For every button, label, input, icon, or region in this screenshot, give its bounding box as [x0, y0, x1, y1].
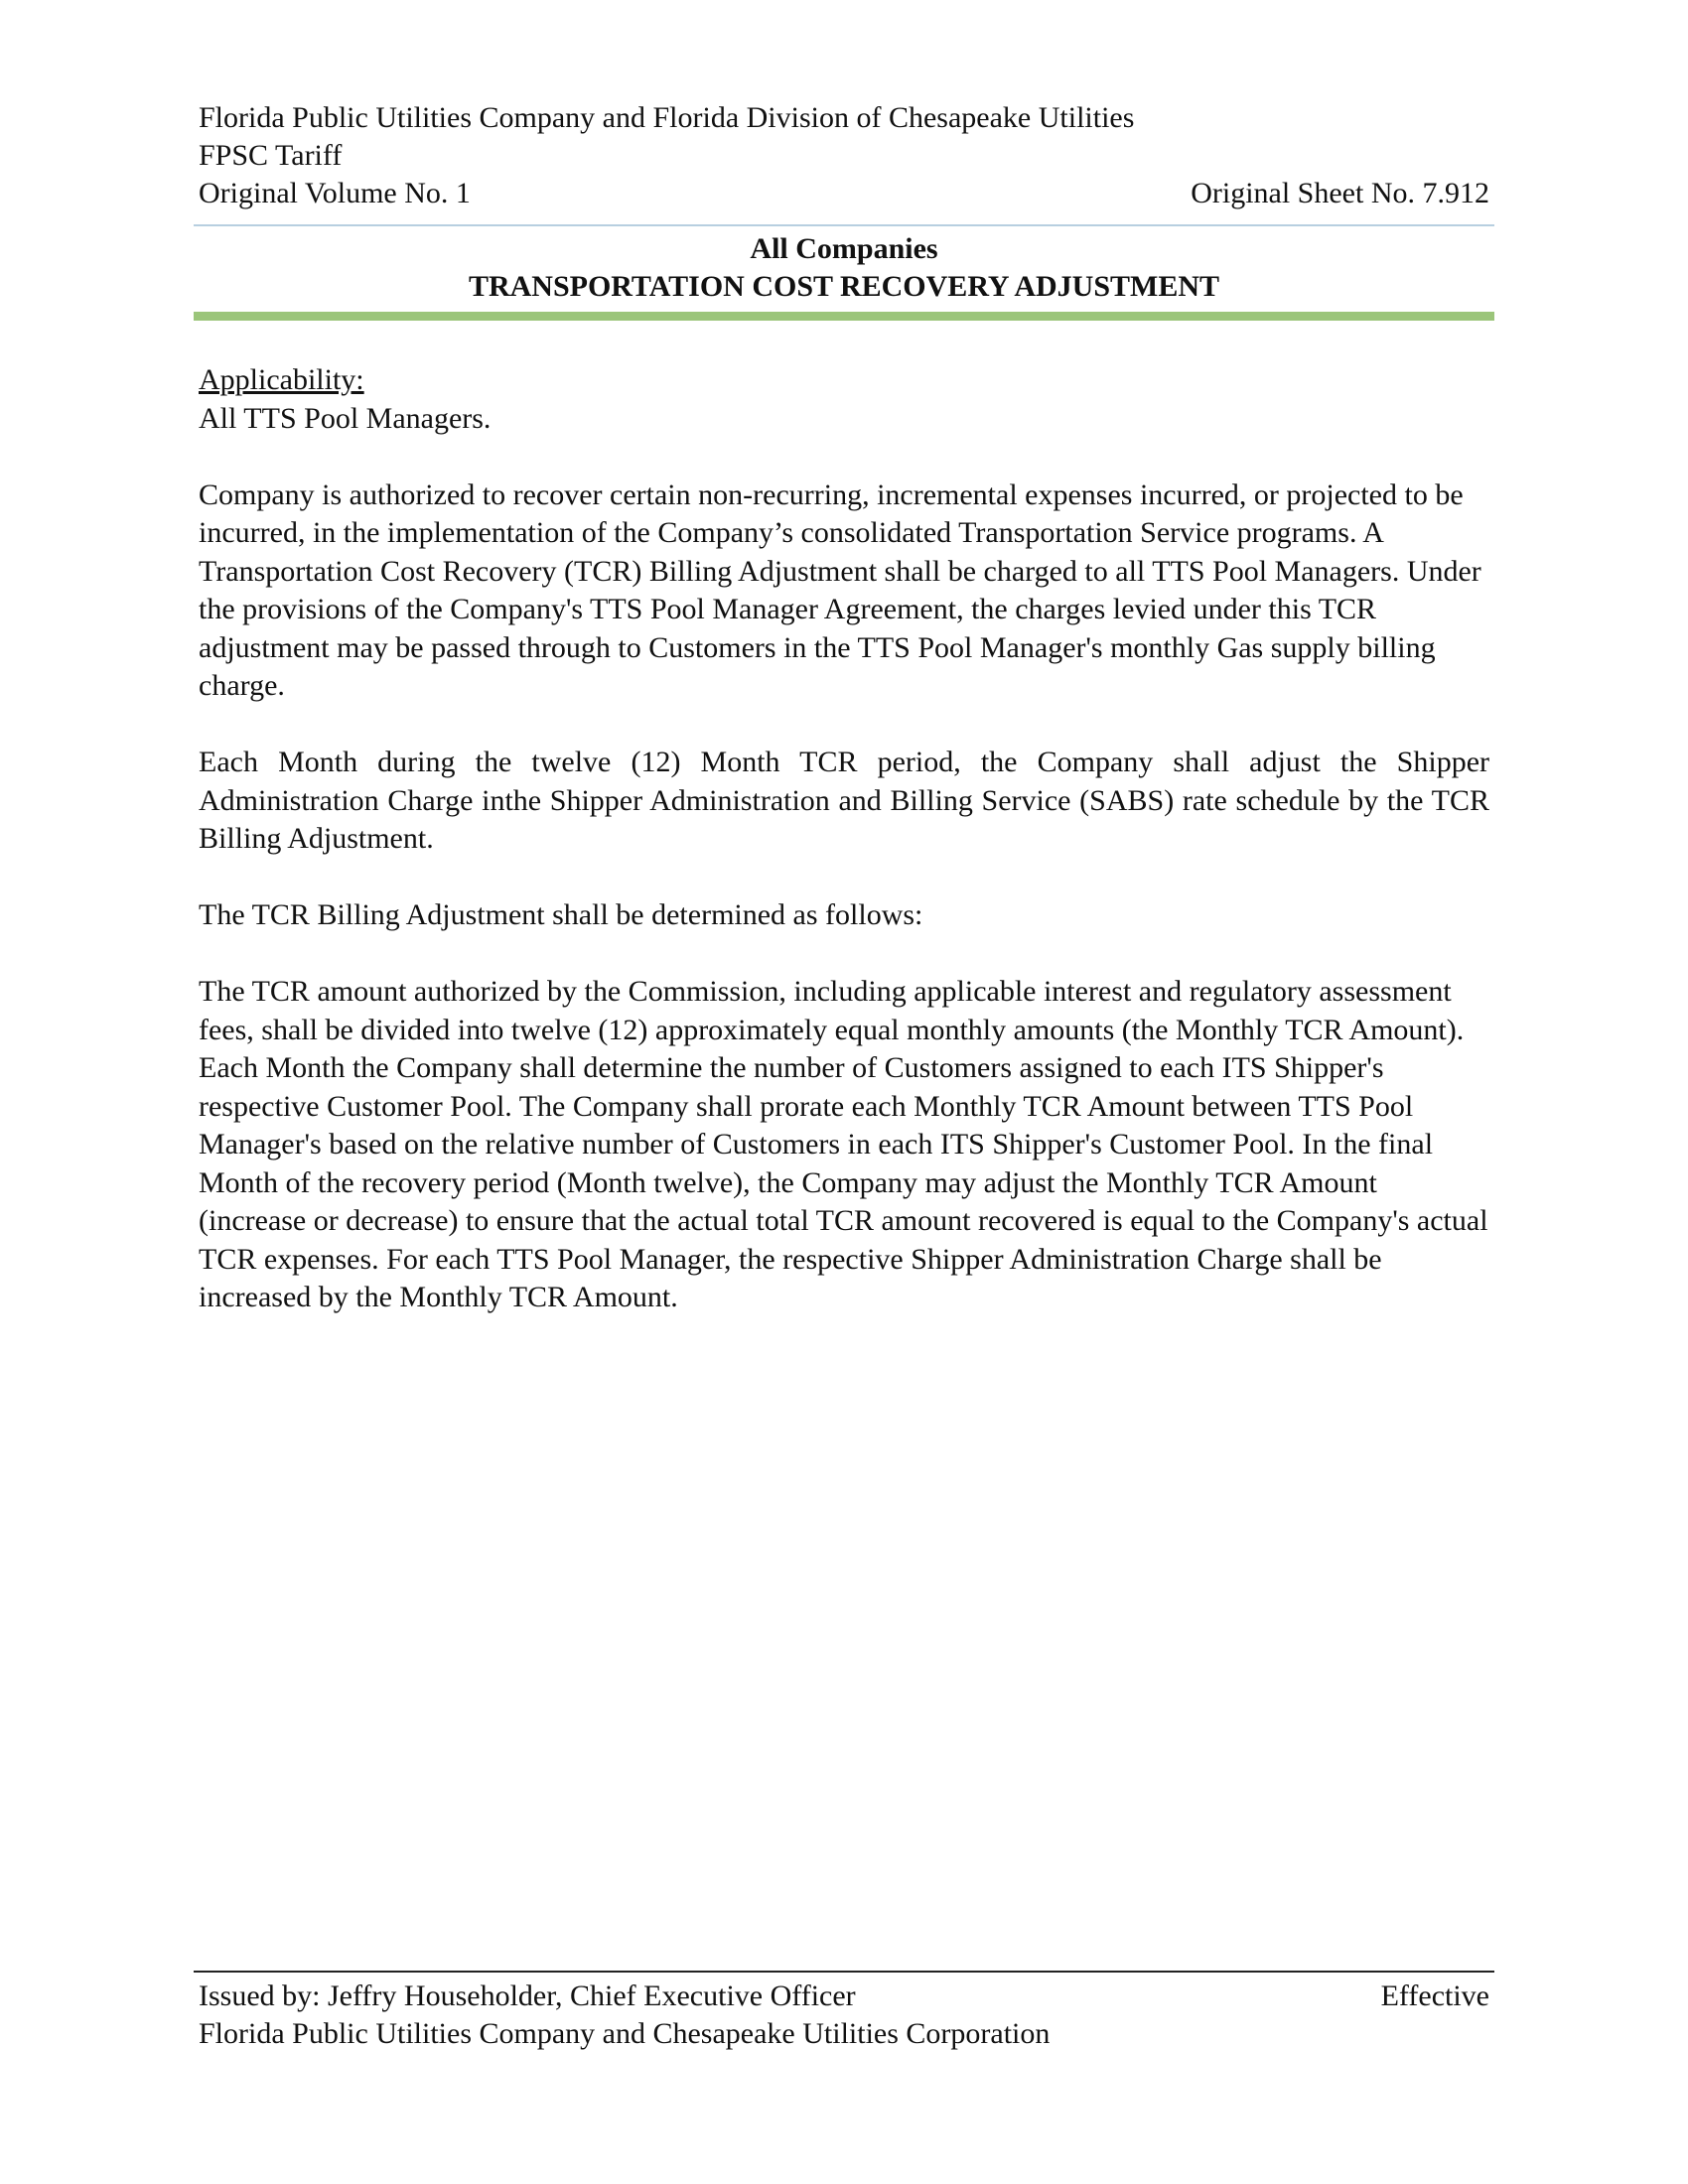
title-divider	[194, 312, 1494, 321]
header-company-line: Florida Public Utilities Company and Florida Division of Chesapeake Utilities	[199, 101, 1135, 134]
document-title	[194, 230, 1494, 306]
header-divider	[194, 224, 1494, 226]
applicability-section	[199, 361, 1489, 438]
applicability-text: All TTS Pool Managers.	[199, 401, 492, 435]
paragraph-monthly-adjustment: Each Month during the twelve (12) Month TCR period, the Company shall adjust the Shipper Administration Charge inthe Shipper Administration and Billing Service (SABS) rate schedule by the TCR Billing Adjustment.	[199, 746, 1489, 855]
document-header	[199, 99, 1489, 212]
header-tariff-line: FPSC Tariff	[199, 139, 343, 172]
title-line-1: All Companies	[750, 232, 938, 265]
header-sheet-number: Original Sheet No. 7.912	[1191, 177, 1489, 209]
footer-issued-by: Issued by: Jeffry Householder, Chief Executive Officer	[199, 1979, 856, 2012]
header-volume-row	[199, 175, 1489, 212]
header-volume: Original Volume No. 1	[199, 177, 471, 209]
document-footer	[199, 1978, 1489, 2053]
footer-issued-row	[199, 1978, 1489, 2015]
footer-divider	[194, 1971, 1494, 1973]
applicability-heading: Applicability:	[199, 363, 364, 396]
paragraph-determination-method: The TCR amount authorized by the Commission, including applicable interest and regulatory assessment fees, shall be divided into twelve (12) approximately equal monthly amounts (the Monthly TCR Amount). Each Month the Company shall determine the number of Customers assigned to each ITS Shipper's respective Customer Pool. The Company shall prorate each Monthly TCR Amount between TTS Pool Manager's based on the relative number of Customers in each ITS Shipper's Customer Pool. In the final Month of the recovery period (Month twelve), the Company may adjust the Monthly TCR Amount (increase or decrease) to ensure that the actual total TCR amount recovered is equal to the Company's actual TCR expenses. For each TTS Pool Manager, the respective Shipper Administration Charge shall be increased by the Monthly TCR Amount.	[199, 975, 1488, 1313]
footer-company: Florida Public Utilities Company and Chesapeake Utilities Corporation	[199, 2017, 1051, 2050]
paragraph-determination-intro: The TCR Billing Adjustment shall be determined as follows:	[199, 898, 923, 931]
footer-effective: Effective	[1380, 1979, 1489, 2012]
title-line-2: TRANSPORTATION COST RECOVERY ADJUSTMENT	[468, 270, 1220, 303]
document-body	[199, 361, 1489, 1355]
paragraph-authorization: Company is authorized to recover certain non-recurring, incremental expenses incurred, or projected to be incurred, in the implementation of the Company’s consolidated Transportation Service programs. A Transportation Cost Recovery (TCR) Billing Adjustment shall be charged to all TTS Pool Managers. Under the provisions of the Company's TTS Pool Manager Agreement, the charges levied under this TCR adjustment may be passed through to Customers in the TTS Pool Manager's monthly Gas supply billing charge.	[199, 478, 1481, 702]
